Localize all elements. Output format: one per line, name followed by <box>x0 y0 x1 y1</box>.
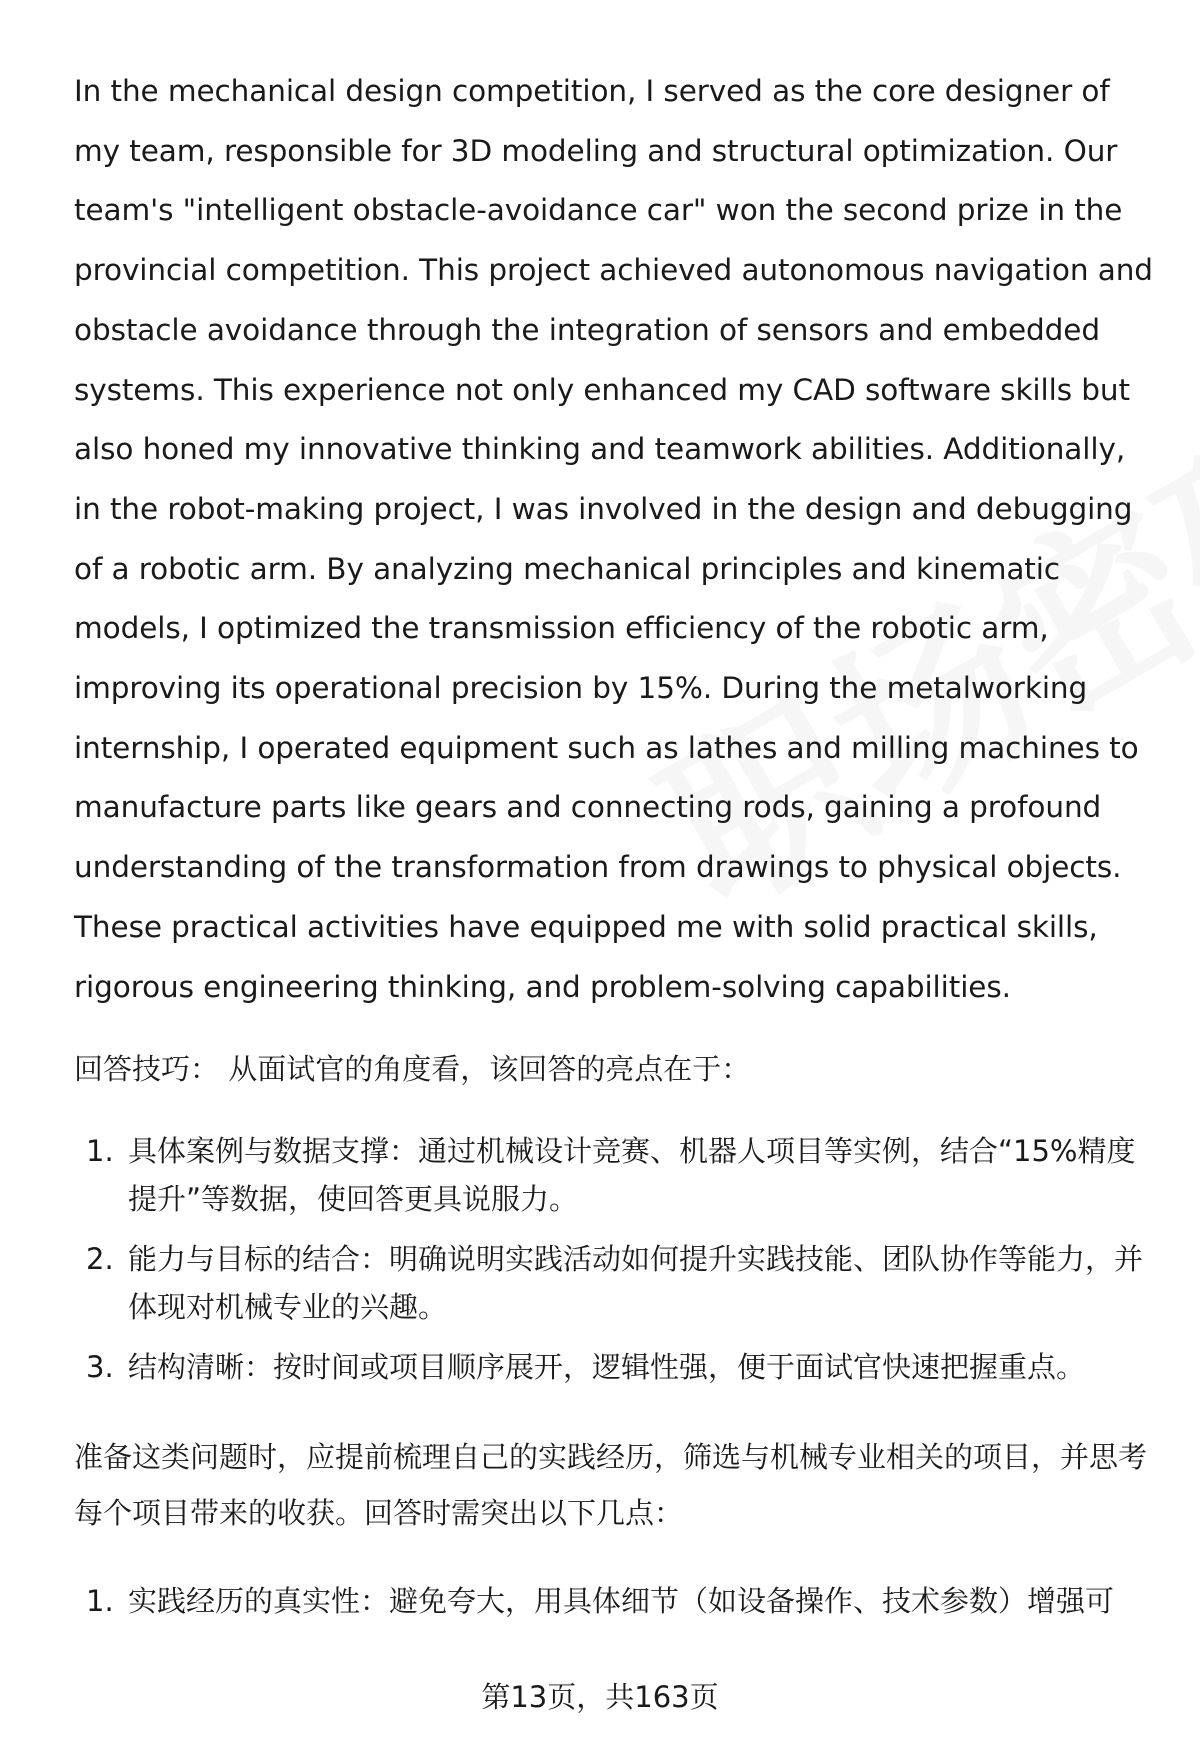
list-text: 实践经历的真实性：避免夸大，用具体细节（如设备操作、技术参数）增强可 <box>128 1584 1115 1619</box>
list-text: 结构清晰：按时间或项目顺序展开，逻辑性强，便于面试官快速把握重点。 <box>128 1350 1086 1385</box>
prep-list <box>74 1577 1154 1625</box>
document-page <box>74 62 1154 1637</box>
list-number: 2. <box>86 1242 114 1277</box>
page-footer: 第13页，共163页 <box>481 1680 719 1714</box>
tips-heading: 回答技巧： 从面试官的角度看，该回答的亮点在于： <box>74 1052 751 1087</box>
list-item <box>74 1235 1154 1331</box>
list-number: 1. <box>86 1134 114 1169</box>
list-text: 具体案例与数据支撑：通过机械设计竞赛、机器人项目等实例，结合“15%精度提升”等数据，使回答更具说服力。 <box>128 1134 1136 1217</box>
list-item <box>74 1577 1154 1625</box>
list-text: 能力与目标的结合：明确说明实践活动如何提升实践技能、团队协作等能力，并体现对机械专业的兴趣。 <box>128 1242 1144 1325</box>
list-item <box>74 1343 1154 1391</box>
prep-paragraph: 准备这类问题时，应提前梳理自己的实践经历，筛选与机械专业相关的项目，并思考每个项目带来的收获。回答时需突出以下几点： <box>74 1440 1148 1531</box>
answer-paragraph: In the mechanical design competition, I served as the core designer of my team, responsible for 3D modeling and structural optimization. Our team's "intelligent obstacle-avoidance car" won the second prize in the provincial competition. This project achieved autonomous navigation and obstacle avoidance through the integration of sensors and embedded systems. This experience not only enhanced my CAD software skills but also honed my innovative thinking and teamwork abilities. Additionally, in the robot-making project, I was involved in the design and debugging of a robotic arm. By analyzing mechanical principles and kinematic models, I optimized the transmission efficiency of the robotic arm, improving its operational precision by 15%. During the metalworking internship, I operated equipment such as lathes and milling machines to manufacture parts like gears and connecting rods, gaining a profound understanding of the transformation from drawings to physical objects. These practical activities have equipped me with solid practical skills, rigorous engineering thinking, and problem-solving capabilities. <box>74 74 1153 1004</box>
list-number: 3. <box>86 1350 114 1385</box>
list-number: 1. <box>86 1584 114 1619</box>
list-item <box>74 1127 1154 1223</box>
tips-list <box>74 1127 1154 1391</box>
